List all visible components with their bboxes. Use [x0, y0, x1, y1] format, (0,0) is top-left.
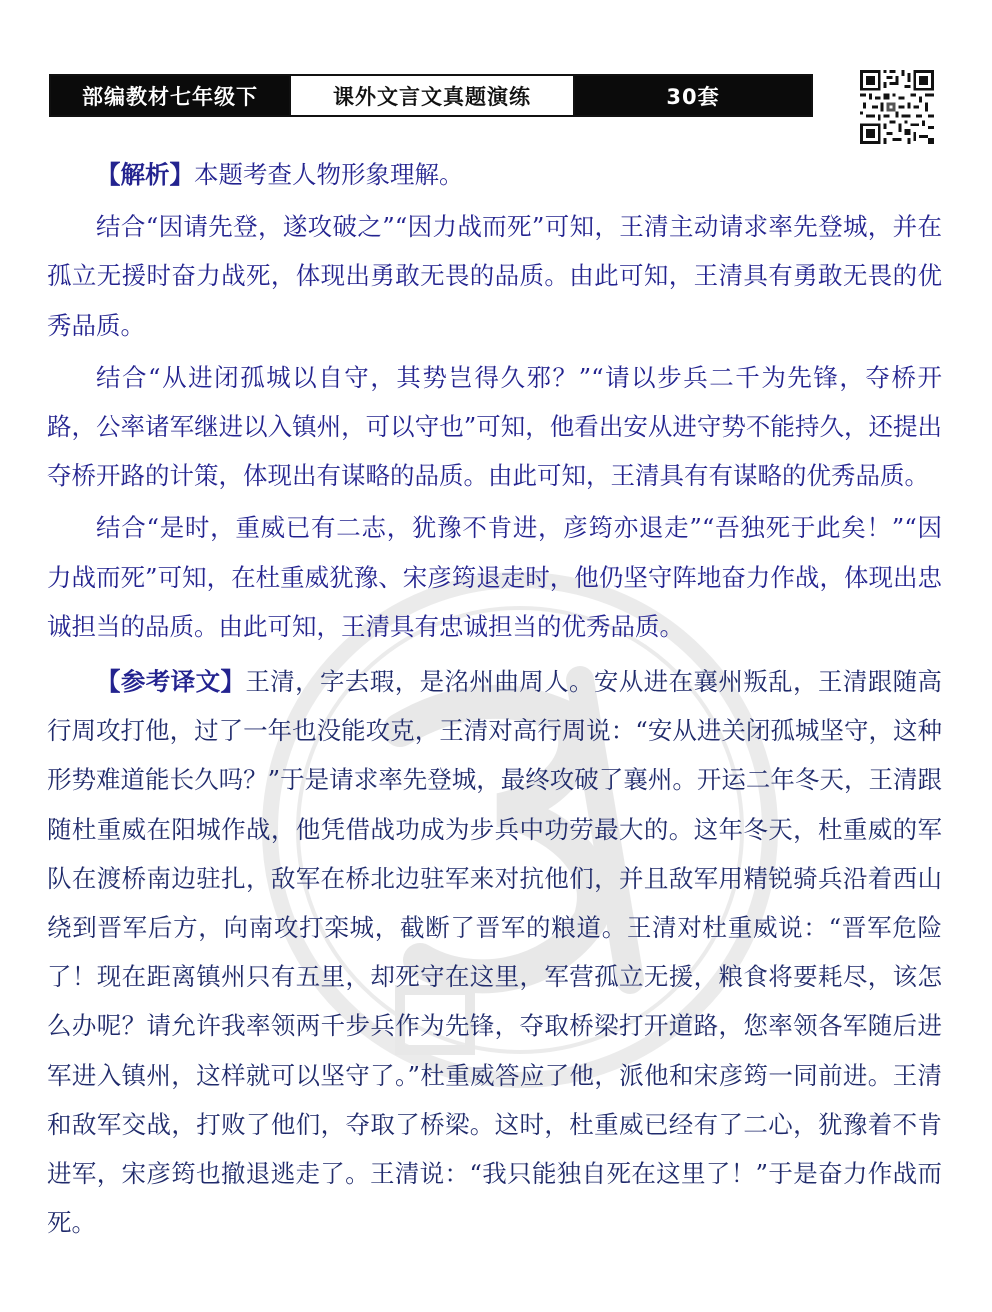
set-count-label: 30套 [575, 76, 811, 115]
analysis-heading [47, 150, 942, 199]
translation-tag: 【参考译文】 [96, 667, 246, 697]
textbook-label: 部编教材七年级下 [51, 76, 289, 115]
analysis-paragraph-1: 结合“因请先登，遂攻破之”“因力战而死”可知，王清主动请求率先登城，并在孤立无援时奋力战死，体现出勇敢无畏的品质。由此可知，王清具有勇敢无畏的优秀品质。 [47, 212, 942, 340]
header-band [49, 74, 813, 117]
reference-translation [47, 657, 942, 1247]
analysis-tag: 【解析】 [96, 160, 194, 189]
answer-content [47, 150, 942, 1247]
analysis-paragraph-3: 结合“是时，重威已有二志，犹豫不肯进，彦筠亦退走”“吾独死于此矣！”“因力战而死”可知，在杜重威犹豫、宋彦筠退走时，他仍坚守阵地奋力作战，体现出忠诚担当的品质。由此可知，王清具有忠诚担当的优秀品质。 [47, 513, 942, 641]
translation-text: 王清，字去瑕，是洺州曲周人。安从进在襄州叛乱，王清跟随高行周攻打他，过了一年也没能攻克，王清对高行周说：“安从进关闭孤城坚守，这种形势难道能长久吗？”于是请求率先登城，最终攻破了襄州。开运二年冬天，王清跟随杜重威在阳城作战，他凭借战功成为步兵中功劳最大的。这年冬天，杜重威的军队在渡桥南边驻扎，敌军在桥北边驻军来对抗他们，并且敌军用精锐骑兵沿着西山绕到晋军后方，向南攻打栾城，截断了晋军的粮道。王清对杜重威说：“晋军危险了！现在距离镇州只有五里，却死守在这里，军营孤立无援，粮食将要耗尽，该怎么办呢？请允许我率领两千步兵作为先锋，夺取桥梁打开道路，您率领各军随后进军进入镇州，这样就可以坚守了。”杜重威答应了他，派他和宋彦筠一同前进。王清和敌军交战，打败了他们，夺取了桥梁。这时，杜重威已经有了二心，犹豫着不肯进军，宋彦筠也撤退逃走了。王清说：“我只能独自死在这里了！”于是奋力作战而死。 [47, 667, 943, 1238]
qr-code-icon[interactable] [860, 70, 934, 144]
analysis-paragraph-2: 结合“从进闭孤城以自守，其势岂得久邪？”“请以步兵二千为先锋，夺桥开路，公率诸军继进以入镇州，可以守也”可知，他看出安从进守势不能持久，还提出夺桥开路的计策，体现出有谋略的品质。由此可知，王清具有有谋略的优秀品质。 [47, 362, 942, 491]
analysis-intro: 本题考查人物形象理解。 [194, 160, 464, 189]
series-title: 课外文言文真题演练 [289, 76, 575, 115]
